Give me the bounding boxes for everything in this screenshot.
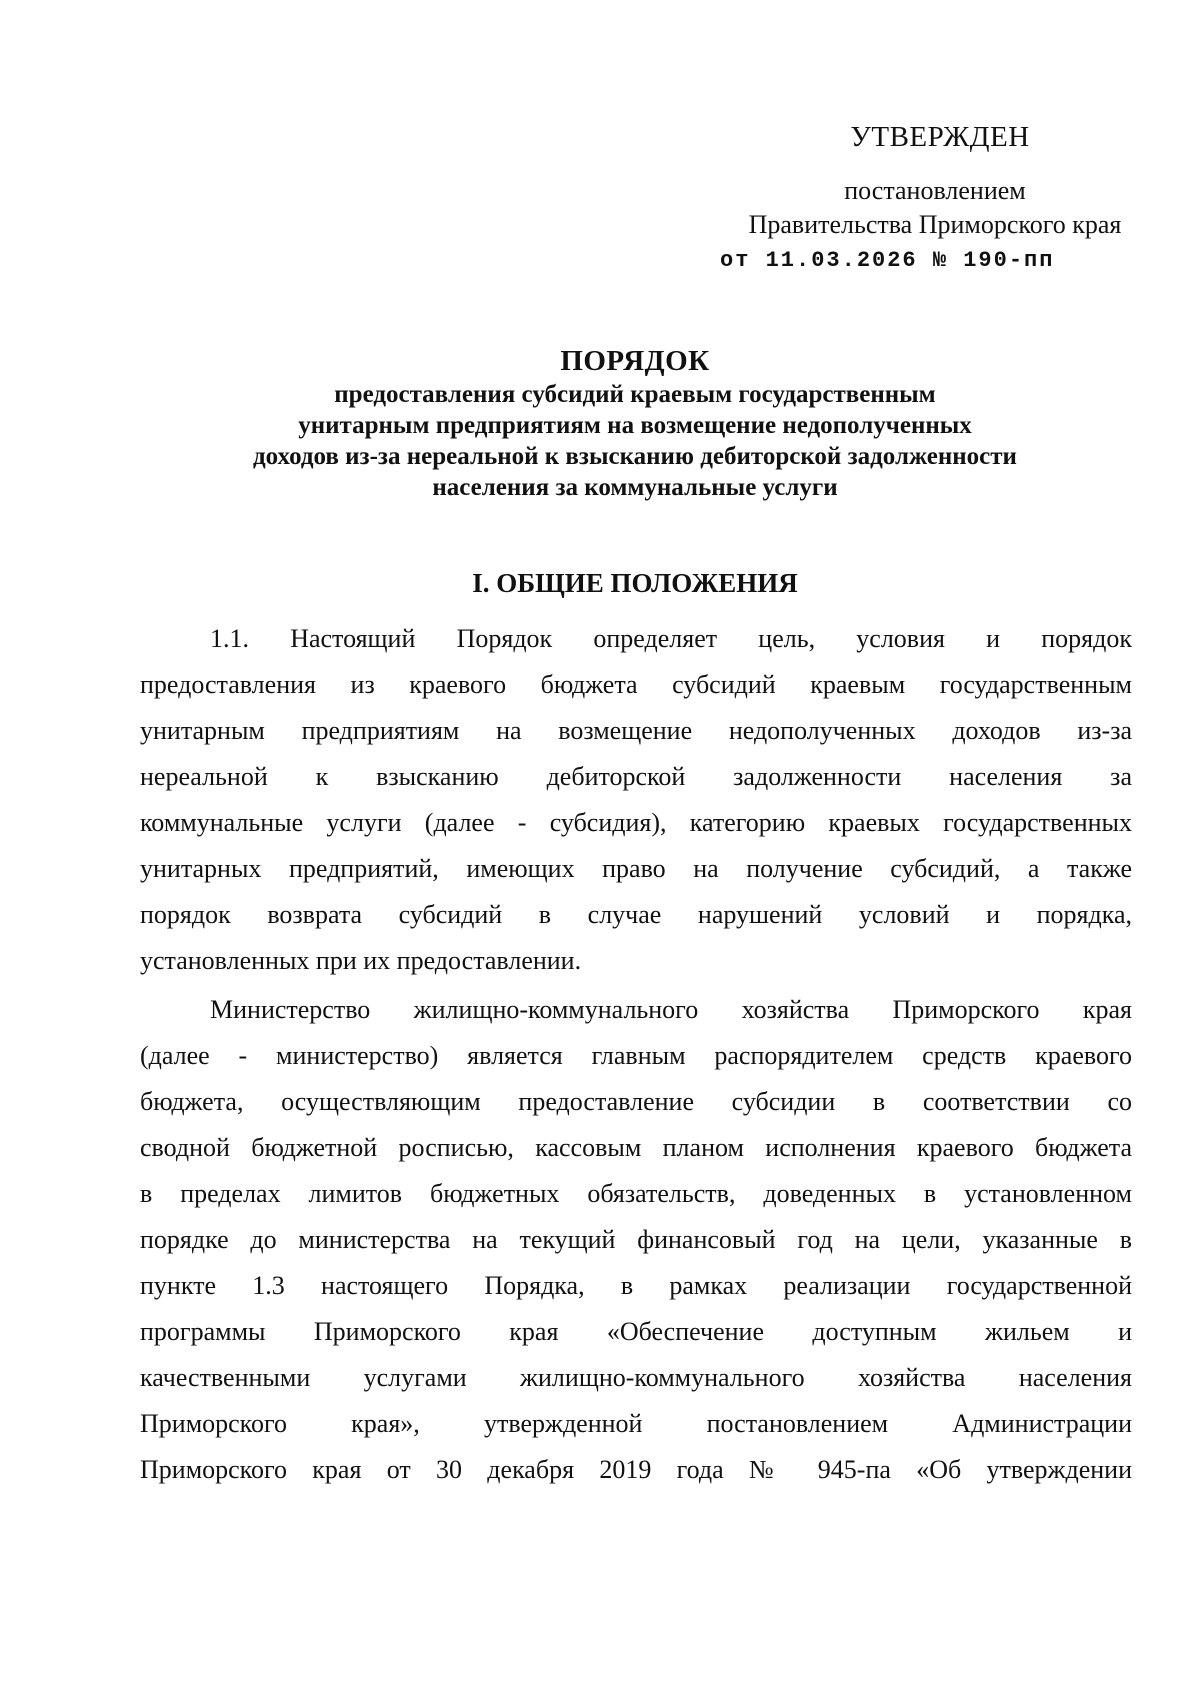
paragraph-1-line: предоставления из краевого бюджета субсидий краевым государственным — [140, 670, 1132, 699]
paragraph-2-line: пункте 1.3 настоящего Порядка, в рамках реализации государственной — [140, 1271, 1132, 1300]
approval-heading: УТВЕРЖДЕН — [850, 121, 1030, 153]
paragraph-1-line: унитарных предприятий, имеющих право на получение субсидий, а также — [140, 854, 1132, 883]
paragraph-2-line: (далее - министерство) является главным распорядителем средств краевого — [140, 1041, 1132, 1070]
paragraph-2-line: в пределах лимитов бюджетных обязательств, доведенных в установленном — [140, 1179, 1132, 1208]
approval-line-1: постановлением — [844, 176, 1026, 205]
paragraph-1-line: установленных при их предоставлении. — [140, 946, 582, 975]
paragraph-1-line: коммунальные услуги (далее - субсидия), категорию краевых государственных — [140, 808, 1132, 837]
paragraph-2-line: сводной бюджетной росписью, кассовым планом исполнения краевого бюджета — [140, 1133, 1132, 1162]
document-subtitle-line: доходов из-за нереальной к взысканию дебиторской задолженности — [253, 443, 1017, 470]
paragraph-1-line: нереальной к взысканию дебиторской задолженности населения за — [140, 762, 1132, 791]
approval-block — [700, 118, 1170, 273]
approval-line-2: Правительства Приморского края — [748, 210, 1122, 239]
document-subtitle-line: населения за коммунальные услуги — [432, 474, 838, 501]
paragraph-2-line: Министерство жилищно-коммунального хозяйства Приморского края — [210, 995, 1132, 1024]
document-title: ПОРЯДОК — [560, 345, 710, 377]
paragraph-2-line: порядке до министерства на текущий финансовый год на цели, указанные в — [140, 1225, 1132, 1254]
paragraph-2-line: Приморского края», утвержденной постановлением Администрации — [140, 1409, 1132, 1438]
paragraph-1-line: унитарным предприятиям на возмещение недополученных доходов из-за — [140, 716, 1132, 745]
paragraph-2-line: Приморского края от 30 декабря 2019 года № 945-па «Об утверждении — [140, 1455, 1132, 1484]
document-subtitle-line: предоставления субсидий краевым государственным — [334, 381, 936, 408]
paragraph-2-line: программы Приморского края «Обеспечение доступным жильем и — [140, 1317, 1132, 1346]
document-subtitle-line: унитарным предприятиям на возмещение недополученных — [298, 412, 972, 439]
paragraph-2-line: качественными услугами жилищно-коммунального хозяйства населения — [140, 1363, 1132, 1392]
section-heading: I. ОБЩИЕ ПОЛОЖЕНИЯ — [472, 568, 798, 598]
paragraph-1-line: порядок возврата субсидий в случае нарушений условий и порядка, — [140, 900, 1132, 929]
approval-date-number-stamp: от 11.03.2026 № 190-пп — [720, 248, 1055, 273]
document-title-block — [140, 343, 1130, 503]
paragraph-2-line: бюджета, осуществляющим предоставление субсидии в соответствии со — [140, 1087, 1132, 1116]
paragraph-1-line: 1.1. Настоящий Порядок определяет цель, условия и порядок — [210, 624, 1132, 653]
